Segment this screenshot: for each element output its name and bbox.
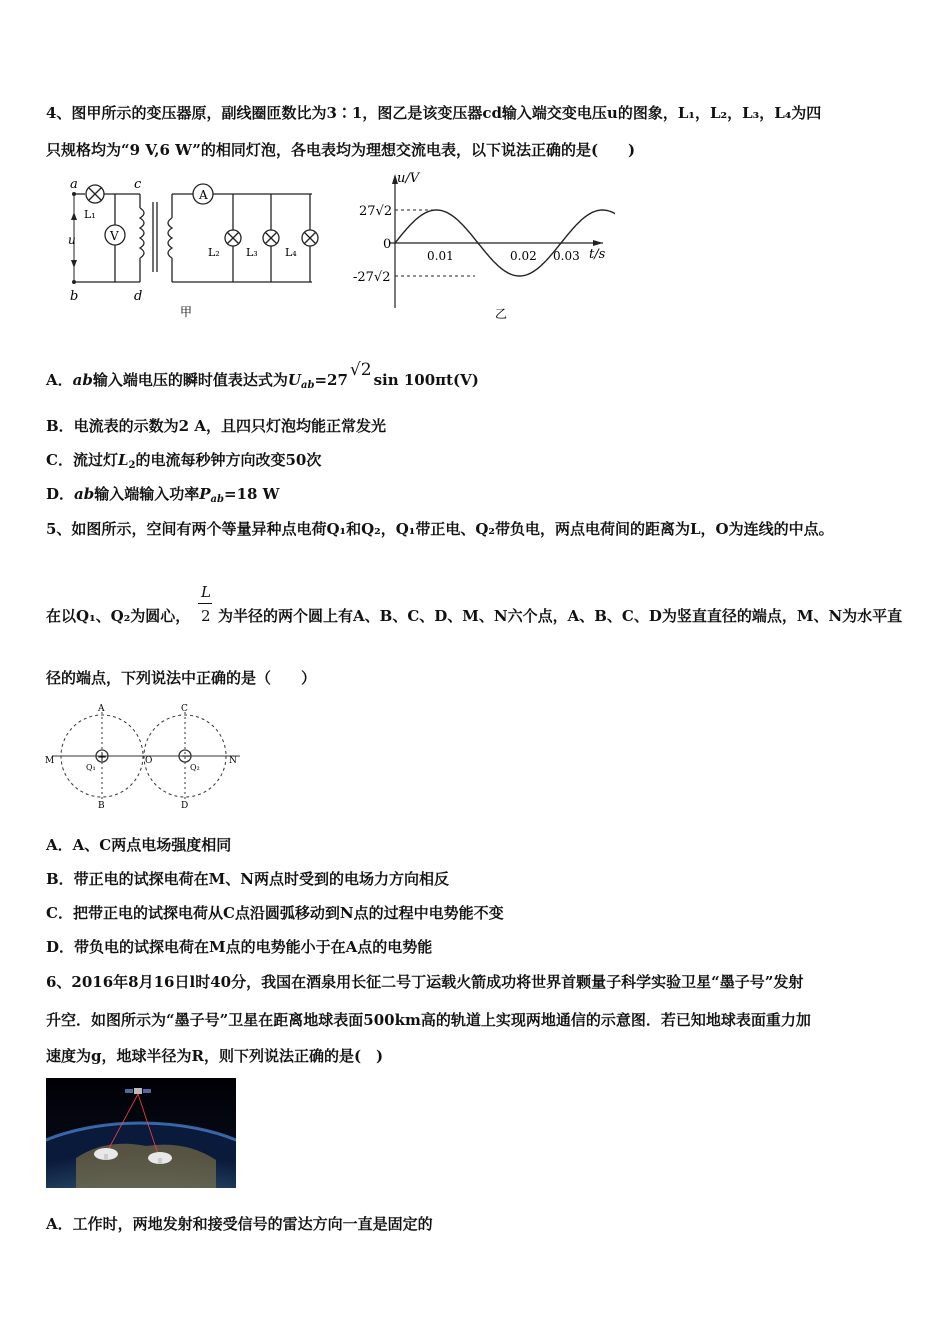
figure-a-caption: 甲 bbox=[180, 305, 193, 319]
y-pos-label: 27√2 bbox=[359, 204, 393, 219]
origin-label: 0 bbox=[383, 237, 392, 252]
figure-b-caption: 乙 bbox=[495, 307, 508, 321]
x-tick-0-02: 0.02 bbox=[510, 249, 537, 263]
q5-option-a: A．A、C两点电场强度相同 bbox=[46, 836, 232, 854]
q4-option-d: D．ab输入端输入功率$P_{ab}=18$ W bbox=[46, 485, 280, 505]
q5-stem-line-2-pre: 在以Q₁、Q₂为圆心， bbox=[46, 607, 191, 625]
lamp-l3-label: L₃ bbox=[246, 246, 258, 259]
ammeter-label: A bbox=[199, 188, 208, 202]
q5-option-c: C．把带正电的试探电荷从C点沿圆弧移动到N点的过程中电势能不变 bbox=[46, 904, 504, 922]
terminal-d-label: d bbox=[134, 289, 143, 304]
point-b-label: B bbox=[98, 801, 105, 811]
fraction-numerator: L bbox=[201, 583, 211, 601]
q6-stem-line-1: 6、2016年8月16日l时40分，我国在酒泉用长征二号丁运载火箭成功将世界首颗量子科学实验卫星“墨子号”发射 bbox=[46, 973, 804, 991]
fraction-bar bbox=[198, 603, 212, 604]
u-label: u bbox=[68, 233, 76, 247]
x-tick-0-01: 0.01 bbox=[427, 249, 454, 263]
negative-charge-symbol: − bbox=[181, 749, 192, 763]
q6-option-a: A．工作时，两地发射和接受信号的雷达方向一直是固定的 bbox=[46, 1215, 433, 1233]
q4-stem-line-1: 4、图甲所示的变压器原，副线圈匝数比为3∶1，图乙是该变压器cd输入端交变电压u的图象，L₁，L₂，L₃，L₄为四 bbox=[46, 104, 822, 122]
q5-option-d: D．带负电的试探电荷在M点的电势能小于在A点的电势能 bbox=[46, 938, 433, 956]
point-c-label: C bbox=[181, 704, 188, 714]
positive-charge-symbol: + bbox=[97, 750, 108, 764]
y-axis-label: u/V bbox=[397, 171, 420, 186]
lamp-l4-label: L₄ bbox=[285, 246, 297, 259]
q5-stem-line-1: 5、如图所示，空间有两个等量异种点电荷Q₁和Q₂，Q₁带正电、Q₂带负电，两点电荷间的距离为L，O为连线的中点。 bbox=[46, 520, 834, 538]
point-d-label: D bbox=[181, 801, 189, 811]
q4-voltage-graph bbox=[345, 168, 615, 326]
point-m-label: M bbox=[45, 756, 55, 766]
terminal-a-label: a bbox=[70, 177, 78, 192]
terminal-c-label: c bbox=[134, 177, 142, 192]
point-a-label: A bbox=[98, 704, 105, 714]
ground-station-right-icon bbox=[148, 1152, 172, 1164]
fraction-denominator: 2 bbox=[201, 607, 211, 625]
q4-stem-line-2: 只规格均为“9 V,6 W”的相同灯泡，各电表均为理想交流电表，以下说法正确的是( ) bbox=[46, 141, 636, 159]
voltmeter-label: V bbox=[110, 229, 119, 243]
q1-label: Q₁ bbox=[86, 763, 96, 772]
satellite-illustration bbox=[46, 1078, 236, 1188]
x-axis-label: t/s bbox=[589, 247, 606, 262]
ground-station-left-icon bbox=[94, 1148, 118, 1160]
q4-option-b: B．电流表的示数为2 A，且四只灯泡均能正常发光 bbox=[46, 417, 386, 435]
q4-circuit-figure bbox=[60, 172, 335, 322]
q5-stem-line-3: 径的端点，下列说法中正确的是（ ） bbox=[46, 669, 317, 687]
q6-stem-line-3: 速度为g，地球半径为R，则下列说法正确的是( ) bbox=[46, 1047, 384, 1065]
q4-option-c: C．流过灯$L_2$的电流每秒钟方向改变50次 bbox=[46, 451, 322, 471]
y-neg-label: -27√2 bbox=[353, 270, 391, 285]
x-tick-0-03: 0.03 bbox=[553, 249, 580, 263]
lamp-l1-label: L₁ bbox=[84, 208, 96, 221]
q4-option-a: A．ab输入端电压的瞬时值表达式为$U_{ab}=27$ √2 sin 100πt(V) bbox=[46, 360, 479, 391]
q5-option-b: B．带正电的试探电荷在M、N两点时受到的电场力方向相反 bbox=[46, 870, 449, 888]
q2-label: Q₂ bbox=[190, 763, 200, 772]
point-n-label: N bbox=[229, 756, 237, 766]
terminal-b-label: b bbox=[70, 289, 79, 304]
q6-stem-line-2: 升空．如图所示为“墨子号”卫星在距离地球表面500km高的轨道上实现两地通信的示意图．若已知地球表面重力加 bbox=[46, 1011, 811, 1029]
q5-stem-line-2-post: 为半径的两个圆上有A、B、C、D、M、N六个点，A、B、C、D为竖直直径的端点，M、N为水平直 bbox=[218, 607, 903, 625]
q5-charges-figure bbox=[44, 700, 249, 812]
point-o-label: O bbox=[145, 756, 153, 766]
lamp-l2-label: L₂ bbox=[208, 246, 220, 259]
